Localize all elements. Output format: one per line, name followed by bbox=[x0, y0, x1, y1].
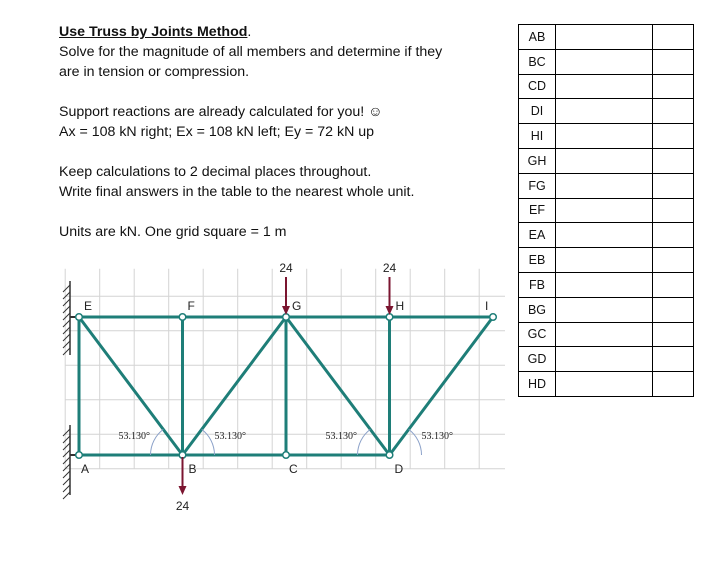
member-label: HI bbox=[519, 124, 556, 149]
tension-compression-cell[interactable] bbox=[653, 25, 694, 50]
tension-compression-cell[interactable] bbox=[653, 124, 694, 149]
member-label: GH bbox=[519, 148, 556, 173]
joint-label-H: H bbox=[395, 299, 405, 313]
joint-label-F: F bbox=[187, 299, 195, 313]
wall-hatch bbox=[63, 471, 70, 478]
member-label: FG bbox=[519, 173, 556, 198]
magnitude-cell[interactable] bbox=[556, 223, 653, 248]
tension-compression-cell[interactable] bbox=[653, 148, 694, 173]
instructions bbox=[59, 22, 509, 242]
wall-hatch bbox=[63, 436, 70, 443]
problem-title: Use Truss by Joints Method bbox=[59, 24, 248, 40]
joint-label-A: A bbox=[81, 462, 90, 476]
magnitude-cell[interactable] bbox=[556, 272, 653, 297]
table-row bbox=[519, 297, 694, 322]
joint-C bbox=[283, 452, 290, 459]
instruction-line-1: Solve for the magnitude of all members and determine if they bbox=[59, 44, 443, 60]
angle-label: 53.130° bbox=[325, 431, 357, 442]
units-note: Units are kN. One grid square = 1 m bbox=[59, 224, 287, 240]
joint-label-B: B bbox=[188, 462, 197, 476]
member-label: HD bbox=[519, 372, 556, 397]
angle-label: 53.130° bbox=[118, 431, 150, 442]
table-row bbox=[519, 25, 694, 50]
member-label: EB bbox=[519, 248, 556, 273]
angle-arc bbox=[358, 429, 371, 455]
tension-compression-cell[interactable] bbox=[653, 372, 694, 397]
member-label: EF bbox=[519, 198, 556, 223]
title-period: . bbox=[247, 24, 252, 40]
table-row bbox=[519, 198, 694, 223]
wall-hatch bbox=[63, 492, 70, 499]
member-label: GC bbox=[519, 322, 556, 347]
precision-note: Keep calculations to 2 decimal places throughout. bbox=[59, 164, 372, 180]
load-label: 24 bbox=[175, 499, 190, 513]
wall-hatch bbox=[63, 334, 70, 341]
joint-label-D: D bbox=[394, 462, 404, 476]
member-label: EA bbox=[519, 223, 556, 248]
load-arrowhead bbox=[386, 306, 394, 315]
joint-I bbox=[490, 314, 497, 321]
load-arrowhead bbox=[282, 306, 290, 315]
tension-compression-cell[interactable] bbox=[653, 49, 694, 74]
support-joint-A bbox=[76, 452, 83, 459]
instruction-line-2: are in tension or compression. bbox=[59, 64, 250, 80]
wall-hatch bbox=[63, 450, 70, 457]
magnitude-cell[interactable] bbox=[556, 372, 653, 397]
angle-label: 53.130° bbox=[214, 431, 246, 442]
wall-hatch bbox=[63, 457, 70, 464]
load-arrowhead bbox=[179, 486, 187, 495]
magnitude-cell[interactable] bbox=[556, 74, 653, 99]
wall-hatch bbox=[63, 285, 70, 292]
joint-label-C: C bbox=[289, 462, 298, 476]
joint-label-G: G bbox=[292, 299, 302, 313]
tension-compression-cell[interactable] bbox=[653, 272, 694, 297]
support-reactions-values: Ax = 108 kN right; Ex = 108 kN left; Ey = 72 kN up bbox=[59, 124, 375, 140]
member-label: AB bbox=[519, 25, 556, 50]
member-label: BC bbox=[519, 49, 556, 74]
magnitude-cell[interactable] bbox=[556, 347, 653, 372]
table-row bbox=[519, 372, 694, 397]
load-label: 24 bbox=[279, 262, 293, 275]
member-label: CD bbox=[519, 74, 556, 99]
table-row bbox=[519, 49, 694, 74]
joint-F bbox=[179, 314, 186, 321]
table-row bbox=[519, 74, 694, 99]
truss-diagram bbox=[55, 262, 505, 522]
table-row bbox=[519, 173, 694, 198]
tension-compression-cell[interactable] bbox=[653, 74, 694, 99]
table-row bbox=[519, 248, 694, 273]
support-joint-E bbox=[76, 314, 83, 321]
tension-compression-cell[interactable] bbox=[653, 223, 694, 248]
magnitude-cell[interactable] bbox=[556, 322, 653, 347]
table-row bbox=[519, 223, 694, 248]
problem-title-line bbox=[59, 22, 509, 42]
tension-compression-cell[interactable] bbox=[653, 173, 694, 198]
table-row bbox=[519, 148, 694, 173]
wall-hatch bbox=[63, 292, 70, 299]
member-label: GD bbox=[519, 347, 556, 372]
magnitude-cell[interactable] bbox=[556, 49, 653, 74]
tension-compression-cell[interactable] bbox=[653, 297, 694, 322]
joint-label-E: E bbox=[84, 299, 93, 313]
tension-compression-cell[interactable] bbox=[653, 248, 694, 273]
angle-label: 53.130° bbox=[421, 431, 453, 442]
table-row bbox=[519, 272, 694, 297]
load-label: 24 bbox=[382, 262, 397, 275]
wall-hatch bbox=[63, 306, 70, 313]
member-label: DI bbox=[519, 99, 556, 124]
magnitude-cell[interactable] bbox=[556, 248, 653, 273]
wall-hatch bbox=[63, 341, 70, 348]
table-row bbox=[519, 124, 694, 149]
wall-hatch bbox=[63, 320, 70, 327]
wall-hatch bbox=[63, 443, 70, 450]
member-label: BG bbox=[519, 297, 556, 322]
support-reactions-note: Support reactions are already calculated for you! ☺ bbox=[59, 104, 383, 120]
wall-hatch bbox=[63, 299, 70, 306]
magnitude-cell[interactable] bbox=[556, 297, 653, 322]
magnitude-cell[interactable] bbox=[556, 198, 653, 223]
table-row bbox=[519, 347, 694, 372]
magnitude-cell[interactable] bbox=[556, 99, 653, 124]
wall-hatch bbox=[63, 348, 70, 355]
angle-arc bbox=[151, 429, 164, 455]
table-row bbox=[519, 99, 694, 124]
wall-hatch bbox=[63, 313, 70, 320]
joint-label-I: I bbox=[485, 299, 489, 313]
table-row bbox=[519, 322, 694, 347]
magnitude-cell[interactable] bbox=[556, 25, 653, 50]
final-answer-note: Write final answers in the table to the nearest whole unit. bbox=[59, 184, 415, 200]
wall-hatch bbox=[63, 464, 70, 471]
magnitude-cell[interactable] bbox=[556, 124, 653, 149]
tension-compression-cell[interactable] bbox=[653, 198, 694, 223]
magnitude-cell[interactable] bbox=[556, 173, 653, 198]
wall-hatch bbox=[63, 485, 70, 492]
wall-hatch bbox=[63, 478, 70, 485]
magnitude-cell[interactable] bbox=[556, 148, 653, 173]
answer-table bbox=[518, 24, 694, 397]
wall-hatch bbox=[63, 429, 70, 436]
member-label: FB bbox=[519, 272, 556, 297]
joint-D bbox=[386, 452, 393, 459]
tension-compression-cell[interactable] bbox=[653, 322, 694, 347]
tension-compression-cell[interactable] bbox=[653, 99, 694, 124]
tension-compression-cell[interactable] bbox=[653, 347, 694, 372]
